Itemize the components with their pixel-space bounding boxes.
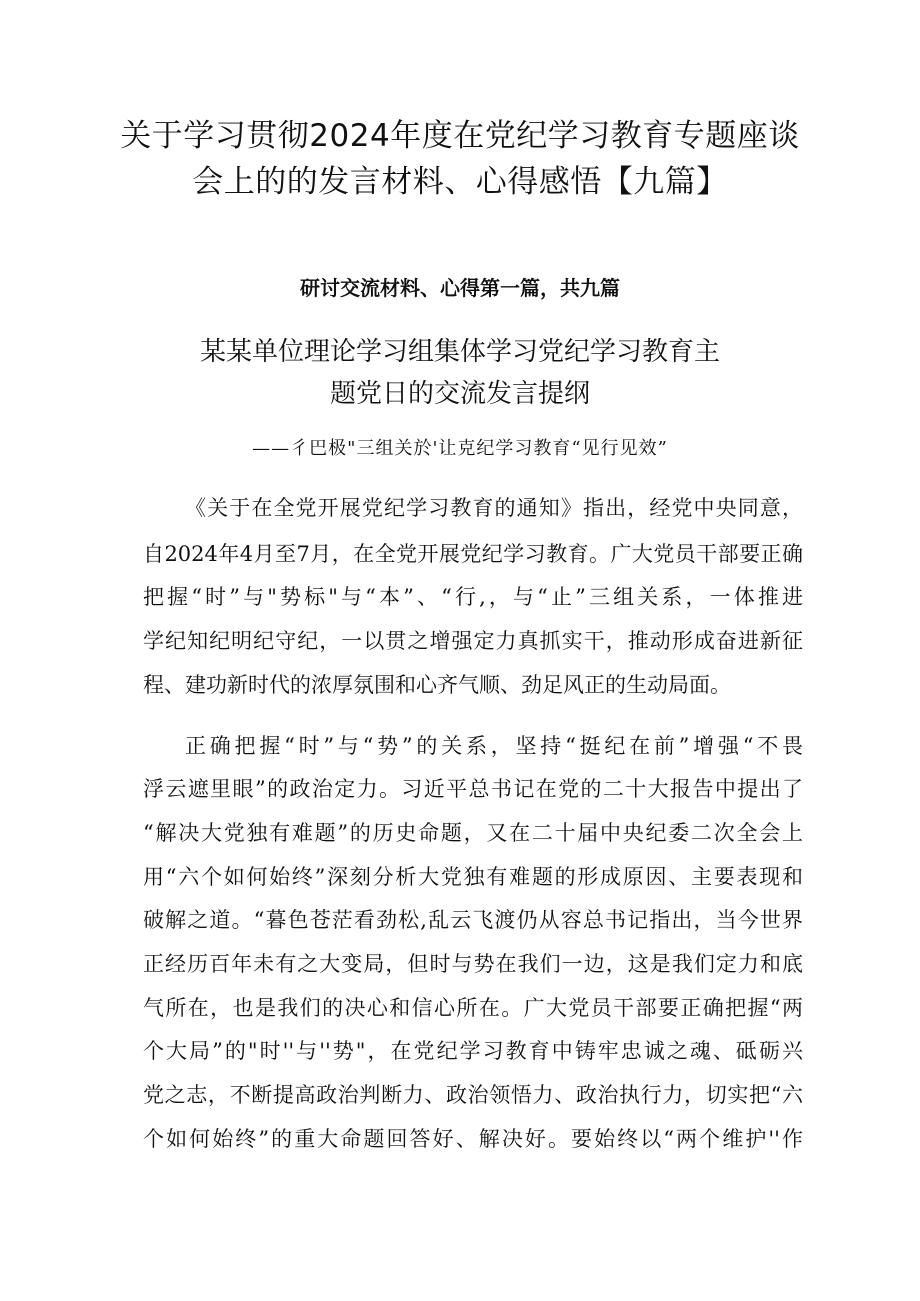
paragraph-line: 学纪知纪明纪守纪，一以贯之增强定力真抓实干，推动形成奋进新征 (143, 629, 803, 653)
paragraph-line: 党之志，不断提高政治判断力、政治领悟力、政治执行力，切实把“六 (143, 1083, 803, 1107)
paragraph-line: 用“六个如何始终”深刻分析大党独有难题的形成原因、主要表现和 (143, 865, 803, 889)
paragraph-line: “解决大党独有难题”的历史命题，又在二十届中央纪委二次全会上 (143, 821, 803, 845)
paragraph-line: 正确把握“时”与“势”的关系，坚持“挺纪在前”增强“不畏 (185, 734, 803, 758)
paragraph-line: 自2024年4月至7月，在全党开展党纪学习教育。广大党员干部要正确 (143, 542, 803, 566)
main-title-line-2: 会上的的发言材料、心得感悟【九篇】 (192, 164, 728, 200)
paragraph-line: 浮云遮里眼”的政治定力。习近平总书记在党的二十大报告中提出了 (143, 777, 803, 801)
paragraph-line: 个如何始终”的重大命题回答好、解决好。要始终以“两个维护''作 (143, 1127, 803, 1151)
paragraph-line: 程、建功新时代的浓厚氛围和心齐气顺、劲足风正的生动局面。 (143, 673, 731, 697)
paragraph-line: 破解之道。“暮色苍茫看劲松,乱云飞渡仍从容总书记指出，当今世界 (143, 908, 803, 932)
article-title-line-1: 某某单位理论学习组集体学习党纪学习教育主 (199, 337, 720, 367)
paragraph-line: 正经历百年未有之大变局，但时与势在我们一边，这是我们定力和底 (143, 952, 803, 976)
paragraph-line: 把握“时”与"势标"与“本”、“行,，与“止”三组关系，一体推进 (143, 585, 803, 609)
paragraph-line: 个大局”的"时''与''势"，在党纪学习教育中铸牢忠诚之魂、砥砺兴 (143, 1039, 803, 1063)
paragraph-line: 《关于在全党开展党纪学习教育的通知》指出，经党中央同意， (185, 496, 803, 520)
paragraph-line: 气所在，也是我们的决心和信心所在。广大党员干部要正确把握“两 (143, 996, 803, 1020)
article-subtitle: ——彳巴极"三组关於'让克纪学习教育“见行见效” (252, 438, 668, 459)
article-title-line-2: 题党日的交流发言提纲 (329, 379, 590, 409)
section-subheading: 研讨交流材料、心得第一篇，共九篇 (300, 276, 620, 300)
main-title-line-1: 关于学习贯彻2024年度在党纪学习教育专题座谈 (120, 118, 800, 154)
